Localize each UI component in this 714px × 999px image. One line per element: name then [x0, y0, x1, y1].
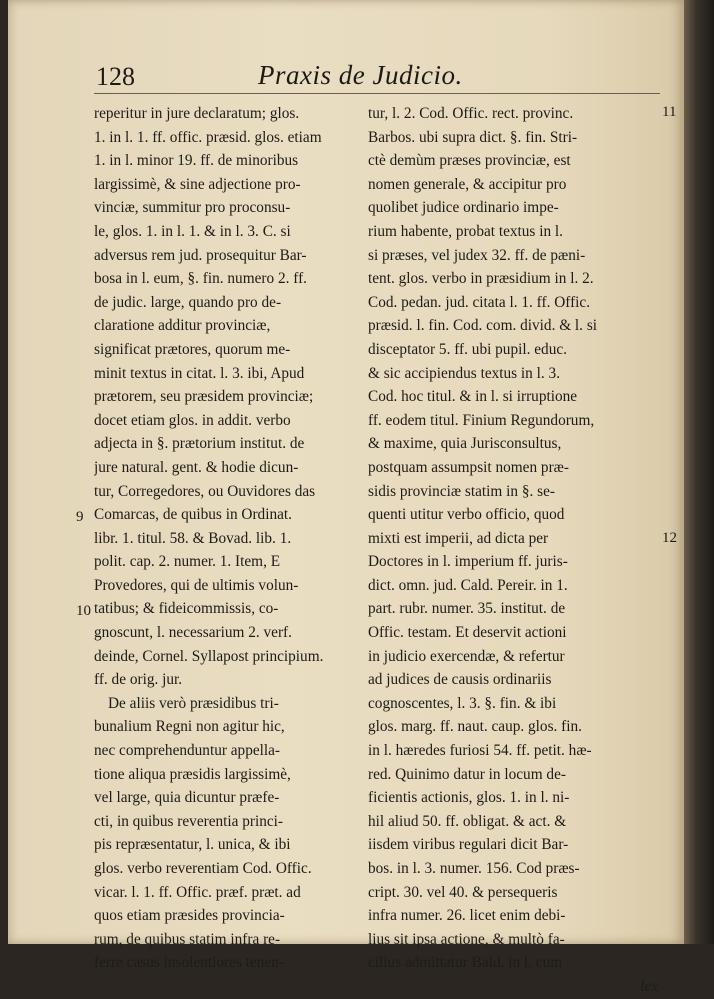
text-line: pis repræsentatur, l. unica, & ibi [94, 836, 291, 854]
text-line: in l. hæredes furiosi 54. ff. petit. hæ- [368, 742, 592, 760]
text-line: docet etiam glos. in addit. verbo [94, 411, 291, 429]
margin-number-9: 9 [76, 509, 84, 525]
text-line: & maxime, quia Jurisconsultus, [368, 435, 562, 453]
text-line: jure natural. gent. & hodie dicun- [94, 458, 299, 476]
page-number: 128 [96, 62, 135, 91]
text-line: præsid. l. fin. Cod. com. divid. & l. si [368, 317, 598, 335]
text-line: tione aliqua præsidis largissimè, [94, 765, 291, 783]
right-column [368, 102, 658, 999]
text-line: tatibus; & fideicommissis, co- [94, 600, 279, 618]
text-line: ad judices de causis ordinariis [368, 671, 552, 689]
text-line: polit. cap. 2. numer. 1. Item, E [94, 553, 281, 571]
text-line: prætorem, seu præsidem provinciæ; [94, 388, 314, 406]
text-line: libr. 1. titul. 58. & Bovad. lib. 1. [94, 529, 292, 547]
text-line: si præses, vel judex 32. ff. de pæni- [368, 246, 586, 264]
page-header [96, 62, 656, 96]
text-line: Cod. pedan. jud. citata l. 1. ff. Offic. [368, 293, 591, 311]
text-line: gnoscunt, l. necessarium 2. verf. [94, 624, 292, 642]
text-line: dict. omn. jud. Cald. Pereir. in 1. [368, 576, 568, 594]
text-line: ff. eodem titul. Finium Regundorum, [368, 411, 595, 429]
text-line: nomen generale, & accipitur pro [368, 175, 567, 193]
text-line: iisdem viribus regulari dicit Bar- [368, 836, 569, 854]
running-title: Praxis de Judicio. [258, 60, 463, 90]
book-gutter [684, 0, 714, 944]
text-line: & sic accipiendus textus in l. 3. [368, 364, 561, 382]
text-line: quenti utitur verbo officio, quod [368, 506, 565, 524]
text-line: lius sit ipsa actione, & multò fa- [368, 930, 565, 948]
text-line: claratione additur provinciæ, [94, 317, 271, 335]
text-line: cilius admittatur Bald. in l. cum [368, 954, 563, 972]
text-line: adjecta in §. prætorium institut. de [94, 435, 305, 453]
text-line: reperitur in jure declaratum; glos. [94, 105, 300, 122]
text-line: de judic. large, quando pro de- [94, 293, 282, 311]
text-line: lex [640, 977, 658, 995]
text-line: disceptator 5. ff. ubi pupil. educ. [368, 340, 567, 358]
text-line: postquam assumpsit nomen præ- [368, 458, 569, 476]
margin-number-11: 11 [662, 104, 677, 120]
text-line: Doctores in l. imperium ff. juris- [368, 553, 568, 571]
text-line: ff. de orig. jur. [94, 671, 183, 689]
text-line: sidis provinciæ statim in §. se- [368, 482, 555, 500]
text-line: Offic. testam. Et deservit actioni [368, 624, 567, 642]
text-line: part. rubr. numer. 35. institut. de [368, 600, 566, 618]
text-line: De aliis verò præsidibus tri- [108, 694, 279, 712]
left-column [94, 102, 358, 975]
text-line: nec comprehenduntur appella- [94, 742, 281, 760]
text-line: vicar. l. 1. ff. Offic. præf. præt. ad [94, 883, 301, 901]
text-line: tent. glos. verbo in præsidium in l. 2. [368, 270, 594, 288]
text-line: ferre casus insolentiores tenen- [94, 954, 284, 972]
text-line: Provedores, qui de ultimis volun- [94, 576, 299, 594]
text-line: infra numer. 26. licet enim debi- [368, 907, 566, 925]
text-line: bos. in l. 3. numer. 156. Cod præs- [368, 860, 580, 877]
text-line: cti, in quibus reverentia princi- [94, 812, 284, 830]
text-line: le, glos. 1. in l. 1. & in l. 3. C. si [94, 222, 291, 240]
text-line: tur, l. 2. Cod. Offic. rect. provinc. [368, 105, 574, 122]
text-line: glos. marg. ff. naut. caup. glos. fin. [368, 718, 582, 736]
header-rule [94, 93, 660, 94]
text-line: Cod. hoc titul. & in l. si irruptione [368, 388, 578, 406]
text-line: significat prætores, quorum me- [94, 340, 291, 358]
text-line: mixti est imperii, ad dicta per [368, 529, 549, 547]
text-line: quolibet judice ordinario impe- [368, 199, 559, 217]
text-line: adversus rem jud. prosequitur Bar- [94, 246, 307, 264]
text-line: vel large, quia dicuntur præfe- [94, 789, 280, 807]
text-line: rum, de quibus statim infra re- [94, 930, 281, 948]
text-line: vinciæ, summitur pro proconsu- [94, 199, 291, 217]
text-line: in judicio exercendæ, & refertur [368, 647, 565, 665]
text-line: largissimè, & sine adjectione pro- [94, 175, 301, 193]
margin-number-12: 12 [662, 530, 677, 546]
text-line: Barbos. ubi supra dict. §. fin. Stri- [368, 128, 578, 146]
text-line: red. Quinimo datur in locum de- [368, 765, 566, 783]
text-line: ficientis actionis, glos. 1. in l. ni- [368, 789, 570, 807]
margin-number-10: 10 [76, 603, 91, 619]
text-line: cognoscentes, l. 3. §. fin. & ibi [368, 694, 557, 712]
text-line: hil aliud 50. ff. obligat. & act. & [368, 812, 567, 830]
text-line: deinde, Cornel. Syllapost principium. [94, 647, 324, 665]
text-line: tur, Corregedores, ou Ouvidores das [94, 482, 316, 500]
text-line: cript. 30. vel 40. & persequeris [368, 883, 558, 901]
text-line: 1. in l. 1. ff. offic. præsid. glos. etiam [94, 128, 322, 146]
text-line: ctè demùm præses provinciæ, est [368, 152, 571, 170]
text-line: bunalium Regni non agitur hic, [94, 718, 285, 736]
text-line: bosa in l. eum, §. fin. numero 2. ff. [94, 270, 307, 288]
text-line: minit textus in citat. l. 3. ibi, Apud [94, 364, 305, 382]
text-line: glos. verbo reverentiam Cod. Offic. [94, 860, 312, 877]
text-line: quos etiam præsides provincia- [94, 907, 285, 925]
text-line: Comarcas, de quibus in Ordinat. [94, 506, 292, 524]
text-line: 1. in l. minor 19. ff. de minoribus [94, 152, 299, 170]
text-line: rium habente, probat textus in l. [368, 222, 563, 240]
